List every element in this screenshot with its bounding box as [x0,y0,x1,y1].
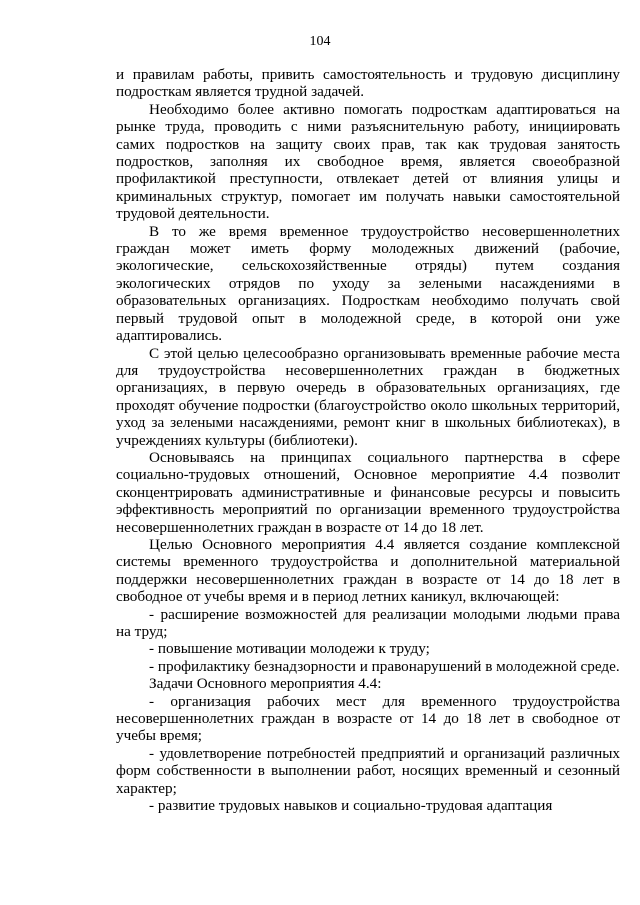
body-text [116,66,620,814]
list-item: - расширение возможностей для реализации молодыми людьми права на труд; [116,605,620,640]
page-number: 104 [309,34,331,49]
list-item: - профилактику безнадзорности и правонарушений в молодежной среде. [149,657,620,675]
paragraph: В то же время временное трудоустройство несовершеннолетних граждан может иметь форму молодежных движений (рабочие, экологические, сельскохозяйственные отряды) путем создания экологических отрядов по уходу за зелеными насаждениями в образовательных организациях. Подросткам необходимо получать свой первый трудовой опыт в молодежной среде, в которой они уже адаптировались. [116,222,620,345]
list-item: - организация рабочих мест для временного трудоустройства несовершеннолетних граждан в возрасте от 14 до 18 лет в свободное от учебы время; [116,692,620,745]
paragraph: С этой целью целесообразно организовывать временные рабочие места для трудоустройства несовершеннолетних граждан в бюджетных организациях, в первую очередь в образовательных организациях, где проходят обучение подростки (благоустройство около школьных территорий, уход за зелеными насаждениями, ремонт книг в школьных библиотеках), в учреждениях культуры (библиотеки). [116,344,620,449]
list-item: - повышение мотивации молодежи к труду; [149,640,430,658]
paragraph: Основываясь на принципах социального партнерства в сфере социально-трудовых отношений, Основное мероприятие 4.4 позволит сконцентрировать административные и финансовые ресурсы и повысить эффективность мероприятий по организации временного трудоустройства несовершеннолетних граждан в возрасте от 14 до 18 лет. [116,448,620,536]
paragraph: Задачи Основного мероприятия 4.4: [149,675,382,693]
list-item: - удовлетворение потребностей предприятий и организаций различных форм собственности в выполнении работ, носящих временный и сезонный характер; [116,744,620,797]
paragraph: и правилам работы, привить самостоятельность и трудовую дисциплину подросткам является трудной задачей. [116,66,620,101]
paragraph: Необходимо более активно помогать подросткам адаптироваться на рынке труда, проводить с ними разъяснительную работу, инициировать самих подростков на защиту своих прав, так как трудовая занятость подростков, заполняя их свободное время, является своеобразной профилактикой преступности, отвлекает детей от влияния улицы и криминальных структур, помогает им получать навыки самостоятельной трудовой деятельности. [116,100,620,223]
paragraph: Целью Основного мероприятия 4.4 является создание комплексной системы временного трудоустройства и дополнительной материальной поддержки несовершеннолетних граждан в возрасте от 14 до 18 лет в свободное от учебы время и в период летних каникул, включающей: [116,535,620,606]
list-item: - развитие трудовых навыков и социально-трудовая адаптация [149,797,553,815]
